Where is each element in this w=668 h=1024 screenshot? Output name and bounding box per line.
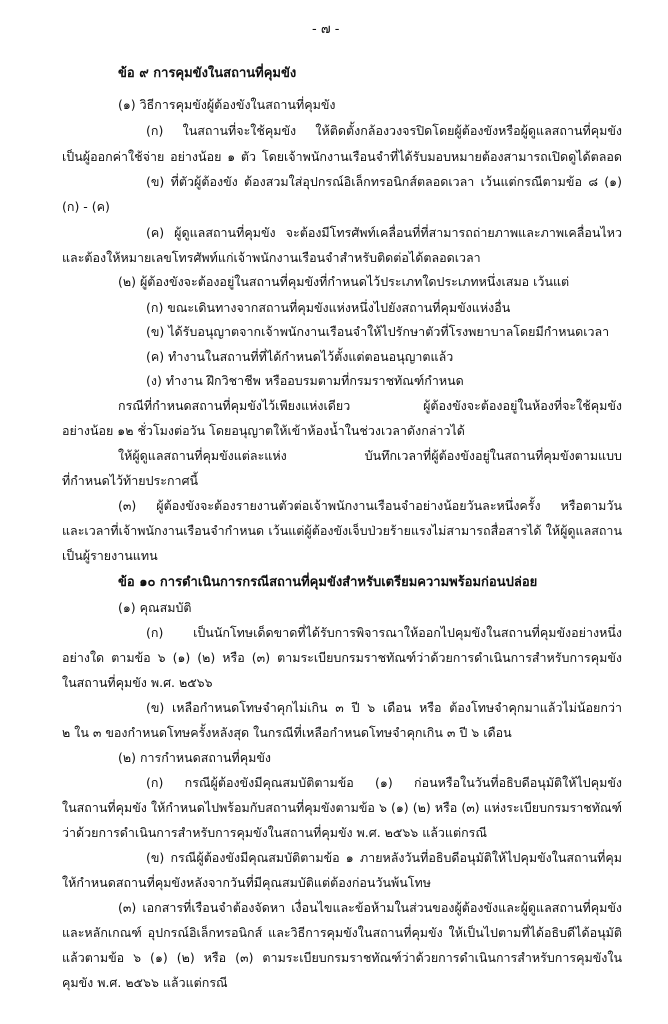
text-line: อย่างใด ตามข้อ ๖ (๑) (๒) หรือ (๓) ตามระเบียบกรมราชทัณฑ์ว่าด้วยการดำเนินการสำหรับการคุมขัง	[62, 650, 622, 665]
text-line: (ข) ที่ตัวผู้ต้องขัง ต้องสวมใส่อุปกรณ์อิเล็กทรอนิกส์ตลอดเวลา เว้นแต่กรณีตามข้อ ๘ (๑)	[146, 174, 622, 189]
text-line: กรณีที่กำหนดสถานที่คุมขังไว้เพียงแห่งเดียว ผู้ต้องขังจะต้องอยู่ในห้องที่จะใช้คุมขัง	[118, 398, 622, 413]
text-line: ในสถานที่คุมขัง ให้กำหนดไปพร้อมกับสถานที่คุมขังตามข้อ ๖ (๑) (๒) หรือ (๓) แห่งระเบียบกรมราชทัณฑ์	[62, 800, 622, 815]
text-line: (๑) คุณสมบัติ	[118, 600, 192, 615]
text-line: (ข) กรณีผู้ต้องขังมีคุณสมบัติตามข้อ ๑ ภายหลังวันที่อธิบดีอนุมัติให้ไปคุมขังในสถานที่คุม	[146, 850, 622, 865]
text-line: ว่าด้วยการดำเนินการสำหรับการคุมขังในสถานที่คุมขัง พ.ศ. ๒๕๖๖ แล้วแต่กรณี	[62, 825, 487, 840]
text-line: (ข) เหลือกำหนดโทษจำคุกไม่เกิน ๓ ปี ๖ เดือน หรือ ต้องโทษจำคุกมาแล้วไม่น้อยกว่า	[146, 700, 622, 715]
text-line: คุมขัง พ.ศ. ๒๕๖๖ แล้วแต่กรณี	[62, 975, 228, 990]
text-line: (๓) ผู้ต้องขังจะต้องรายงานตัวต่อเจ้าพนักงานเรือนจำอย่างน้อยวันละหนึ่งครั้ง หรือตามวัน	[118, 498, 622, 513]
text-line: (ก) - (ค)	[62, 199, 110, 214]
text-line: และหลักเกณฑ์ อุปกรณ์อิเล็กทรอนิกส์ และวิธีการคุมขังในสถานที่คุมขัง ให้เป็นไปตามที่ได้อธิบดีได้อนุมัติ	[62, 925, 622, 940]
text-line: ที่กำหนดไว้ท้ายประกาศนี้	[62, 473, 199, 488]
text-line: (ก) ในสถานที่จะใช้คุมขัง ให้ติดตั้งกล้องวงจรปิดโดยผู้ต้องขังหรือผู้ดูแลสถานที่คุมขัง	[146, 123, 622, 138]
text-line: ในสถานที่คุมขัง พ.ศ. ๒๕๖๖	[62, 675, 213, 690]
text-line: (๒) การกำหนดสถานที่คุมขัง	[118, 750, 272, 765]
text-line: และต้องให้หมายเลขโทรศัพท์แก่เจ้าพนักงานเรือนจำสำหรับติดต่อได้ตลอดเวลา	[62, 250, 481, 265]
text-line: (ง) ทำงาน ฝึกวิชาชีพ หรืออบรมตามที่กรมราชทัณฑ์กำหนด	[146, 373, 464, 388]
text-line: ให้กำหนดสถานที่คุมขังหลังจากวันที่มีคุณสมบัติแต่ต้องก่อนวันพ้นโทษ	[62, 875, 431, 890]
section-heading: ข้อ ๙ การคุมขังในสถานที่คุมขัง	[118, 66, 297, 81]
text-line: (ค) ทำงานในสถานที่ที่ได้กำหนดไว้ตั้งแต่ตอนอนุญาตแล้ว	[146, 349, 454, 364]
text-line: แล้วตามข้อ ๖ (๑) (๒) หรือ (๓) ตามระเบียบกรมราชทัณฑ์ว่าด้วยการดำเนินการสำหรับการคุมขังใน	[62, 950, 622, 965]
text-line: เป็นผู้รายงานแทน	[62, 548, 158, 563]
section-heading: ข้อ ๑๐ การดำเนินการกรณีสถานที่คุมขังสำหรับเตรียมความพร้อมก่อนปล่อย	[118, 575, 538, 590]
text-line: อย่างน้อย ๑๒ ชั่วโมงต่อวัน โดยอนุญาตให้เข้าห้องน้ำในช่วงเวลาดังกล่าวได้	[62, 423, 465, 438]
text-line: (ข) ได้รับอนุญาตจากเจ้าพนักงานเรือนจำให้ไปรักษาตัวที่โรงพยาบาลโดยมีกำหนดเวลา	[146, 324, 610, 339]
text-line: (๑) วิธีการคุมขังผู้ต้องขังในสถานที่คุมขัง	[118, 97, 336, 112]
text-line: (๓) เอกสารที่เรือนจำต้องจัดหา เงื่อนไขและข้อห้ามในส่วนของผู้ต้องขังและผู้ดูแลสถานที่คุมขัง	[118, 900, 622, 915]
page-number: - ๗ -	[312, 22, 340, 37]
text-line: (๒) ผู้ต้องขังจะต้องอยู่ในสถานที่คุมขังที่กำหนดไว้ประเภทใดประเภทหนึ่งเสมอ เว้นแต่	[118, 274, 570, 289]
text-line: (ก) ขณะเดินทางจากสถานที่คุมขังแห่งหนึ่งไปยังสถานที่คุมขังแห่งอื่น	[146, 300, 511, 315]
text-line: และเวลาที่เจ้าพนักงานเรือนจำกำหนด เว้นแต่ผู้ต้องขังเจ็บป่วยร้ายแรงไม่สามารถสื่อสารได้ ให้ผู้ดูแลสถาน	[62, 523, 622, 538]
text-line: ให้ผู้ดูแลสถานที่คุมขังแต่ละแห่ง บันทึกเวลาที่ผู้ต้องขังอยู่ในสถานที่คุมขังตามแบบ	[118, 448, 622, 463]
text-line: (ก) กรณีผู้ต้องขังมีคุณสมบัติตามข้อ (๑) ก่อนหรือในวันที่อธิบดีอนุมัติให้ไปคุมขัง	[146, 775, 622, 790]
text-line: (ก) เป็นนักโทษเด็ดขาดที่ได้รับการพิจารณาให้ออกไปคุมขังในสถานที่คุมขังอย่างหนึ่ง	[146, 625, 622, 640]
text-line: ๒ ใน ๓ ของกำหนดโทษครั้งหลังสุด ในกรณีที่เหลือกำหนดโทษจำคุกเกิน ๓ ปี ๖ เดือน	[62, 725, 512, 740]
text-line: (ค) ผู้ดูแลสถานที่คุมขัง จะต้องมีโทรศัพท์เคลื่อนที่ที่สามารถถ่ายภาพและภาพเคลื่อนไหว	[146, 225, 622, 240]
text-line: เป็นผู้ออกค่าใช้จ่าย อย่างน้อย ๑ ตัว โดยเจ้าพนักงานเรือนจำที่ได้รับมอบหมายต้องสามารถเปิดดูได้ตลอด	[62, 149, 622, 164]
